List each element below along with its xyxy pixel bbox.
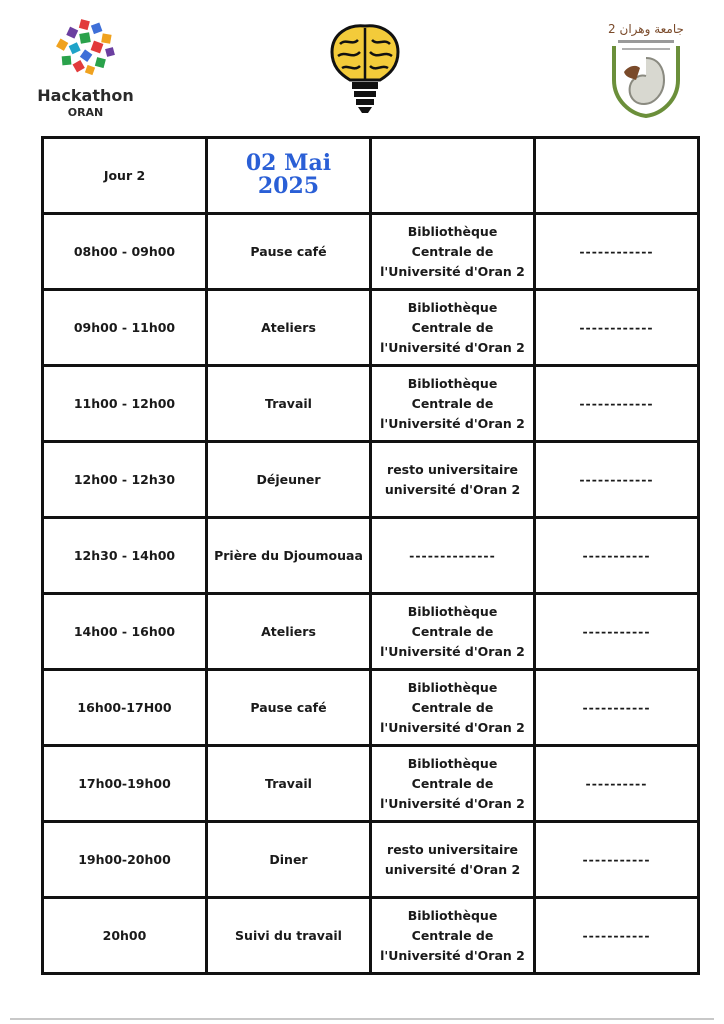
extra-cell: ------------ bbox=[535, 290, 699, 366]
extra-cell: ------------ bbox=[535, 214, 699, 290]
table-row bbox=[43, 518, 699, 594]
schedule-table bbox=[41, 136, 700, 975]
hackathon-city-text: ORAN bbox=[67, 106, 104, 119]
time-cell: 12h00 - 12h30 bbox=[43, 442, 207, 518]
extra-cell: ----------- bbox=[535, 822, 699, 898]
location-cell: Bibliothèque Centrale de l'Université d'Oran 2 bbox=[371, 670, 535, 746]
location-cell: Bibliothèque Centrale de l'Université d'Oran 2 bbox=[371, 898, 535, 974]
location-cell: Bibliothèque Centrale de l'Université d'Oran 2 bbox=[371, 290, 535, 366]
extra-cell: ------------ bbox=[535, 366, 699, 442]
hackathon-mosaic-icon bbox=[50, 18, 120, 82]
date-text: 02 Mai 2025 bbox=[245, 149, 332, 199]
time-cell: 11h00 - 12h00 bbox=[43, 366, 207, 442]
extra-cell: ------------ bbox=[535, 442, 699, 518]
empty-header-cell bbox=[535, 138, 699, 214]
extra-cell: ----------- bbox=[535, 518, 699, 594]
table-row bbox=[43, 290, 699, 366]
table-header-row bbox=[43, 138, 699, 214]
time-cell: 09h00 - 11h00 bbox=[43, 290, 207, 366]
activity-cell: Suivi du travail bbox=[207, 898, 371, 974]
location-cell: Bibliothèque Centrale de l'Université d'Oran 2 bbox=[371, 214, 535, 290]
brain-lightbulb-icon bbox=[326, 20, 404, 116]
activity-cell: Travail bbox=[207, 366, 371, 442]
table-row bbox=[43, 366, 699, 442]
table-row bbox=[43, 670, 699, 746]
table-row bbox=[43, 746, 699, 822]
time-cell: 12h30 - 14h00 bbox=[43, 518, 207, 594]
university-arabic-name: جامعة وهران 2 bbox=[608, 22, 684, 36]
time-cell: 16h00-17H00 bbox=[43, 670, 207, 746]
day-label-cell: Jour 2 bbox=[43, 138, 207, 214]
location-cell: resto universitaire université d'Oran 2 bbox=[371, 442, 535, 518]
time-cell: 14h00 - 16h00 bbox=[43, 594, 207, 670]
extra-cell: ----------- bbox=[535, 594, 699, 670]
time-cell: 19h00-20h00 bbox=[43, 822, 207, 898]
date-cell bbox=[207, 138, 371, 214]
empty-header-cell bbox=[371, 138, 535, 214]
bottom-divider bbox=[10, 1018, 714, 1020]
location-cell: -------------- bbox=[371, 518, 535, 594]
activity-cell: Pause café bbox=[207, 670, 371, 746]
location-cell: Bibliothèque Centrale de l'Université d'Oran 2 bbox=[371, 594, 535, 670]
activity-cell: Ateliers bbox=[207, 594, 371, 670]
universite-oran2-logo bbox=[606, 18, 686, 118]
activity-cell: Travail bbox=[207, 746, 371, 822]
activity-cell: Ateliers bbox=[207, 290, 371, 366]
time-cell: 17h00-19h00 bbox=[43, 746, 207, 822]
table-row bbox=[43, 594, 699, 670]
hackathon-brand-text: Hackathon bbox=[37, 86, 134, 105]
extra-cell: ----------- bbox=[535, 898, 699, 974]
table-row bbox=[43, 898, 699, 974]
activity-cell: Déjeuner bbox=[207, 442, 371, 518]
table-row bbox=[43, 442, 699, 518]
location-cell: Bibliothèque Centrale de l'Université d'Oran 2 bbox=[371, 746, 535, 822]
time-cell: 20h00 bbox=[43, 898, 207, 974]
activity-cell: Diner bbox=[207, 822, 371, 898]
table-row bbox=[43, 822, 699, 898]
extra-cell: ---------- bbox=[535, 746, 699, 822]
location-cell: resto universitaire université d'Oran 2 bbox=[371, 822, 535, 898]
page-header bbox=[0, 0, 724, 130]
activity-cell: Prière du Djoumouaa bbox=[207, 518, 371, 594]
time-cell: 08h00 - 09h00 bbox=[43, 214, 207, 290]
activity-cell: Pause café bbox=[207, 214, 371, 290]
table-row bbox=[43, 214, 699, 290]
location-cell: Bibliothèque Centrale de l'Université d'Oran 2 bbox=[371, 366, 535, 442]
extra-cell: ----------- bbox=[535, 670, 699, 746]
hackathon-oran-logo bbox=[28, 18, 143, 123]
